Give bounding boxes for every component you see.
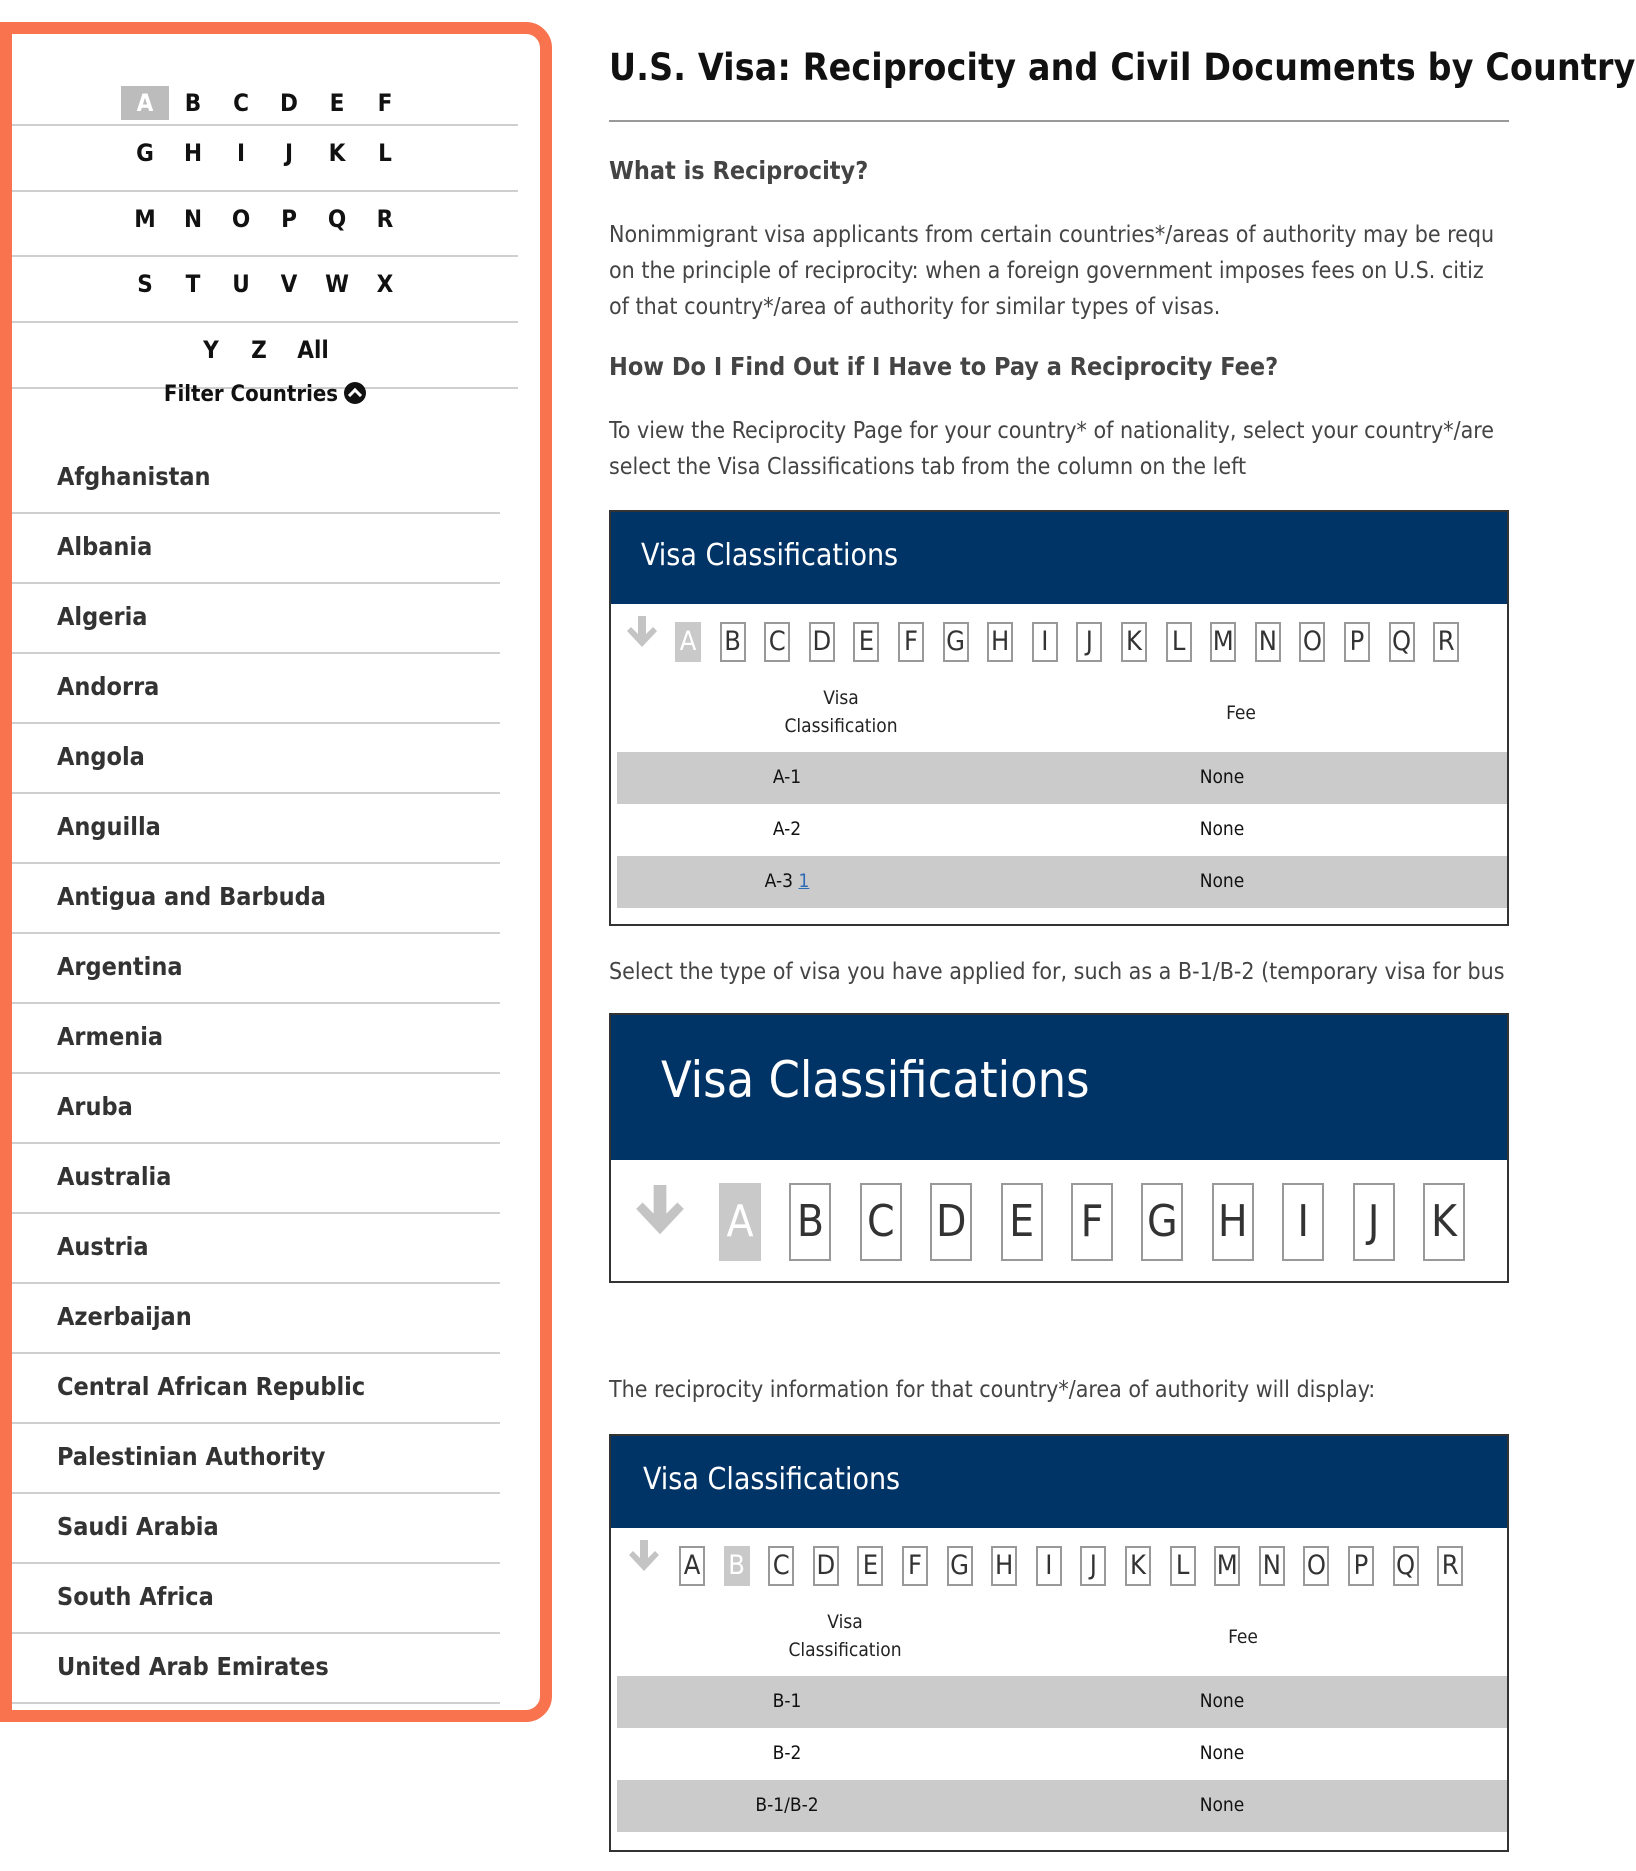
- column-header-visa-classification: Visa Classification: [784, 687, 898, 737]
- country-sidebar: [0, 22, 552, 1722]
- alphabet-row: [12, 267, 518, 301]
- reciprocity-heading: What is Reciprocity?: [609, 156, 869, 185]
- visa-letter-tab-j[interactable]: J: [1353, 1183, 1395, 1261]
- alphabet-letter-z[interactable]: Z: [251, 336, 267, 364]
- page-title: U.S. Visa: Reciprocity and Civil Documents by Country: [609, 46, 1636, 89]
- country-name: Angola: [57, 742, 145, 771]
- main-content: [609, 0, 1636, 1871]
- down-arrow-icon: [635, 1185, 685, 1243]
- alphabet-letter-h[interactable]: H: [183, 139, 203, 167]
- visa-letter-tab-n[interactable]: N: [1259, 1546, 1285, 1586]
- visa-letter-tab-j[interactable]: J: [1080, 1546, 1106, 1586]
- alphabet-letter-a[interactable]: A: [121, 86, 169, 120]
- country-item[interactable]: [12, 1214, 500, 1284]
- table-row: B-2 None: [772, 1742, 1245, 1764]
- visa-classifications-title: Visa Classifications: [643, 1462, 901, 1497]
- alphabet-letter-c[interactable]: C: [233, 89, 249, 117]
- table-row: A-3 1 None: [617, 856, 1507, 908]
- visa-letter-tab-f[interactable]: F: [902, 1546, 928, 1586]
- down-arrow-icon: [627, 616, 657, 654]
- visa-letter-tab-c[interactable]: C: [764, 622, 790, 662]
- visa-letter-tab-g[interactable]: G: [947, 1546, 973, 1586]
- reciprocity-paragraph-line-2: on the principle of reciprocity: when a foreign government imposes fees on U.S. citiz: [609, 258, 1484, 284]
- table-row: B-1 None: [617, 1676, 1507, 1728]
- visa-letter-tab-a[interactable]: A: [719, 1183, 761, 1261]
- alphabet-letter-e[interactable]: E: [329, 89, 345, 117]
- alphabet-letter-q[interactable]: Q: [327, 205, 347, 233]
- alphabet-letter-n[interactable]: N: [183, 205, 203, 233]
- country-name: Anguilla: [57, 812, 161, 841]
- visa-letter-tab-h[interactable]: H: [987, 622, 1013, 662]
- visa-letter-tab-f[interactable]: F: [1071, 1183, 1113, 1261]
- table-row: A-2 None: [772, 818, 1245, 840]
- visa-classifications-header: [611, 512, 1507, 604]
- visa-letter-tab-e[interactable]: E: [853, 622, 879, 662]
- country-name: Central African Republic: [57, 1372, 366, 1401]
- filter-countries-label: Filter Countries: [163, 382, 339, 407]
- country-name: Algeria: [57, 602, 148, 631]
- visa-letter-tab-m[interactable]: M: [1214, 1546, 1240, 1586]
- visa-letter-tab-r[interactable]: R: [1433, 622, 1459, 662]
- alphabet-letter-p[interactable]: P: [281, 205, 297, 233]
- country-item[interactable]: [12, 514, 500, 584]
- country-name: Australia: [57, 1162, 172, 1191]
- visa-classifications-header: [611, 1436, 1507, 1528]
- country-item[interactable]: [12, 794, 500, 864]
- visa-classifications-example-3: [609, 1434, 1509, 1852]
- alphabet-letter-k[interactable]: K: [328, 139, 346, 167]
- country-item[interactable]: [12, 1634, 500, 1704]
- country-name: Austria: [57, 1232, 149, 1261]
- visa-letter-tab-p[interactable]: P: [1344, 622, 1370, 662]
- alphabet-row: [12, 333, 518, 367]
- filter-countries-toggle[interactable]: [12, 382, 518, 407]
- country-name: Albania: [57, 532, 153, 561]
- country-name: South Africa: [57, 1582, 214, 1611]
- column-header-fee: Fee: [1226, 702, 1256, 724]
- visa-letter-tab-k[interactable]: K: [1121, 622, 1147, 662]
- visa-letter-tab-g[interactable]: G: [943, 622, 969, 662]
- visa-letter-tab-a[interactable]: A: [679, 1546, 705, 1586]
- title-divider: [609, 120, 1509, 122]
- alphabet-letter-s[interactable]: S: [137, 270, 153, 298]
- country-item[interactable]: [12, 654, 500, 724]
- country-name: Saudi Arabia: [57, 1512, 219, 1541]
- visa-letter-tab-b[interactable]: B: [789, 1183, 831, 1261]
- visa-letter-tab-i[interactable]: I: [1036, 1546, 1062, 1586]
- visa-letter-tab-o[interactable]: O: [1299, 622, 1325, 662]
- country-item[interactable]: [12, 584, 500, 654]
- visa-letter-tab-j[interactable]: J: [1076, 622, 1102, 662]
- visa-letter-tab-i[interactable]: I: [1032, 622, 1058, 662]
- country-name: Andorra: [57, 672, 160, 701]
- country-name: Palestinian Authority: [57, 1442, 326, 1471]
- alphabet-divider: [12, 321, 518, 323]
- visa-letter-tab-d[interactable]: D: [809, 622, 835, 662]
- alphabet-row: [12, 136, 518, 170]
- alphabet-row: [12, 86, 518, 120]
- visa-letter-tab-f[interactable]: F: [898, 622, 924, 662]
- visa-letter-tab-c[interactable]: C: [860, 1183, 902, 1261]
- country-name: Antigua and Barbuda: [57, 882, 326, 911]
- alphabet-letter-d[interactable]: D: [280, 89, 298, 117]
- reciprocity-paragraph-line-3: of that country*/area of authority for similar types of visas.: [609, 294, 1221, 320]
- find-fee-paragraph-line-2: select the Visa Classifications tab from the column on the left: [609, 454, 1247, 480]
- country-name: Argentina: [57, 952, 183, 981]
- visa-letter-tab-h[interactable]: H: [991, 1546, 1017, 1586]
- alphabet-letter-l[interactable]: L: [378, 139, 392, 167]
- visa-letter-tab-k[interactable]: K: [1125, 1546, 1151, 1586]
- alphabet-letter-y[interactable]: Y: [203, 336, 219, 364]
- table-row: B-1/B-2 None: [617, 1780, 1507, 1832]
- country-name: Afghanistan: [57, 462, 211, 491]
- country-item[interactable]: [12, 1564, 500, 1634]
- display-info-paragraph: The reciprocity information for that country*/area of authority will display:: [609, 1377, 1376, 1403]
- country-item[interactable]: [12, 1074, 500, 1144]
- country-item[interactable]: [12, 1004, 500, 1074]
- alphabet-letter-m[interactable]: M: [134, 205, 156, 233]
- country-name: Aruba: [57, 1092, 133, 1121]
- country-item[interactable]: [12, 1424, 500, 1494]
- visa-letter-tab-r[interactable]: R: [1437, 1546, 1463, 1586]
- visa-letter-tab-b[interactable]: B: [720, 622, 746, 662]
- chevron-up-icon: [344, 382, 366, 404]
- country-name: United Arab Emirates: [57, 1652, 329, 1681]
- visa-letter-tab-i[interactable]: I: [1282, 1183, 1324, 1261]
- visa-classifications-header: [611, 1015, 1507, 1160]
- visa-letter-tab-a[interactable]: A: [675, 622, 701, 662]
- select-visa-paragraph: Select the type of visa you have applied for, such as a B-1/B-2 (temporary visa for bus: [609, 959, 1505, 985]
- country-item[interactable]: [12, 1354, 500, 1424]
- country-name: Armenia: [57, 1022, 164, 1051]
- alphabet-letter-b[interactable]: B: [184, 89, 202, 117]
- find-fee-heading: How Do I Find Out if I Have to Pay a Reciprocity Fee?: [609, 352, 1279, 381]
- alphabet-divider: [12, 255, 518, 257]
- visa-letter-tab-d[interactable]: D: [930, 1183, 972, 1261]
- country-item[interactable]: [12, 1144, 500, 1214]
- visa-letter-tab-q[interactable]: Q: [1389, 622, 1415, 662]
- country-item[interactable]: [12, 864, 500, 934]
- visa-classifications-title: Visa Classifications: [661, 1051, 1090, 1109]
- country-item[interactable]: [12, 934, 500, 1004]
- find-fee-paragraph-line-1: To view the Reciprocity Page for your country* of nationality, select your country*/are: [609, 418, 1495, 444]
- alphabet-letter-t[interactable]: T: [185, 270, 201, 298]
- country-name: Azerbaijan: [57, 1302, 192, 1331]
- table-row: A-1 None: [617, 752, 1507, 804]
- visa-letter-tab-l[interactable]: L: [1170, 1546, 1196, 1586]
- visa-letter-tab-o[interactable]: O: [1303, 1546, 1329, 1586]
- visa-letter-tab-h[interactable]: H: [1212, 1183, 1254, 1261]
- visa-letter-tab-e[interactable]: E: [1001, 1183, 1043, 1261]
- alphabet-divider: [12, 124, 518, 126]
- country-item[interactable]: [12, 1284, 500, 1354]
- alphabet-letter-i[interactable]: I: [236, 139, 246, 167]
- alphabet-letter-u[interactable]: U: [232, 270, 250, 298]
- visa-letter-tab-p[interactable]: P: [1348, 1546, 1374, 1586]
- alphabet-letter-x[interactable]: X: [376, 270, 394, 298]
- visa-classifications-example-2: [609, 1013, 1509, 1283]
- alphabet-letter-w[interactable]: W: [325, 270, 349, 298]
- visa-classifications-title: Visa Classifications: [641, 538, 899, 573]
- visa-letter-tab-k[interactable]: K: [1423, 1183, 1465, 1261]
- alphabet-letter-v[interactable]: V: [280, 270, 298, 298]
- alphabet-letter-all[interactable]: All: [297, 336, 329, 364]
- alphabet-letter-g[interactable]: G: [136, 139, 154, 167]
- footnote-link[interactable]: 1: [798, 870, 810, 892]
- alphabet-divider: [12, 190, 518, 192]
- reciprocity-paragraph-line-1: Nonimmigrant visa applicants from certain countries*/areas of authority may be requ: [609, 222, 1495, 248]
- visa-letter-tab-m[interactable]: M: [1210, 622, 1236, 662]
- visa-letter-tab-g[interactable]: G: [1141, 1183, 1183, 1261]
- column-header-visa-classification: Visa Classification: [788, 1611, 902, 1661]
- visa-letter-tab-b[interactable]: B: [724, 1546, 750, 1586]
- visa-letter-tab-e[interactable]: E: [857, 1546, 883, 1586]
- visa-letter-tab-l[interactable]: L: [1166, 622, 1192, 662]
- alphabet-letter-r[interactable]: R: [376, 205, 394, 233]
- country-item[interactable]: [12, 444, 500, 514]
- down-arrow-icon: [629, 1540, 659, 1578]
- alphabet-row: [12, 202, 518, 236]
- alphabet-letter-o[interactable]: O: [231, 205, 251, 233]
- country-item[interactable]: [12, 1494, 500, 1564]
- alphabet-letter-f[interactable]: F: [377, 89, 393, 117]
- visa-letter-tab-c[interactable]: C: [768, 1546, 794, 1586]
- visa-letter-tab-q[interactable]: Q: [1393, 1546, 1419, 1586]
- visa-classifications-example-1: [609, 510, 1509, 926]
- alphabet-letter-j[interactable]: J: [284, 139, 294, 167]
- column-header-fee: Fee: [1228, 1626, 1258, 1648]
- country-item[interactable]: [12, 724, 500, 794]
- visa-letter-tab-n[interactable]: N: [1255, 622, 1281, 662]
- visa-letter-tab-d[interactable]: D: [813, 1546, 839, 1586]
